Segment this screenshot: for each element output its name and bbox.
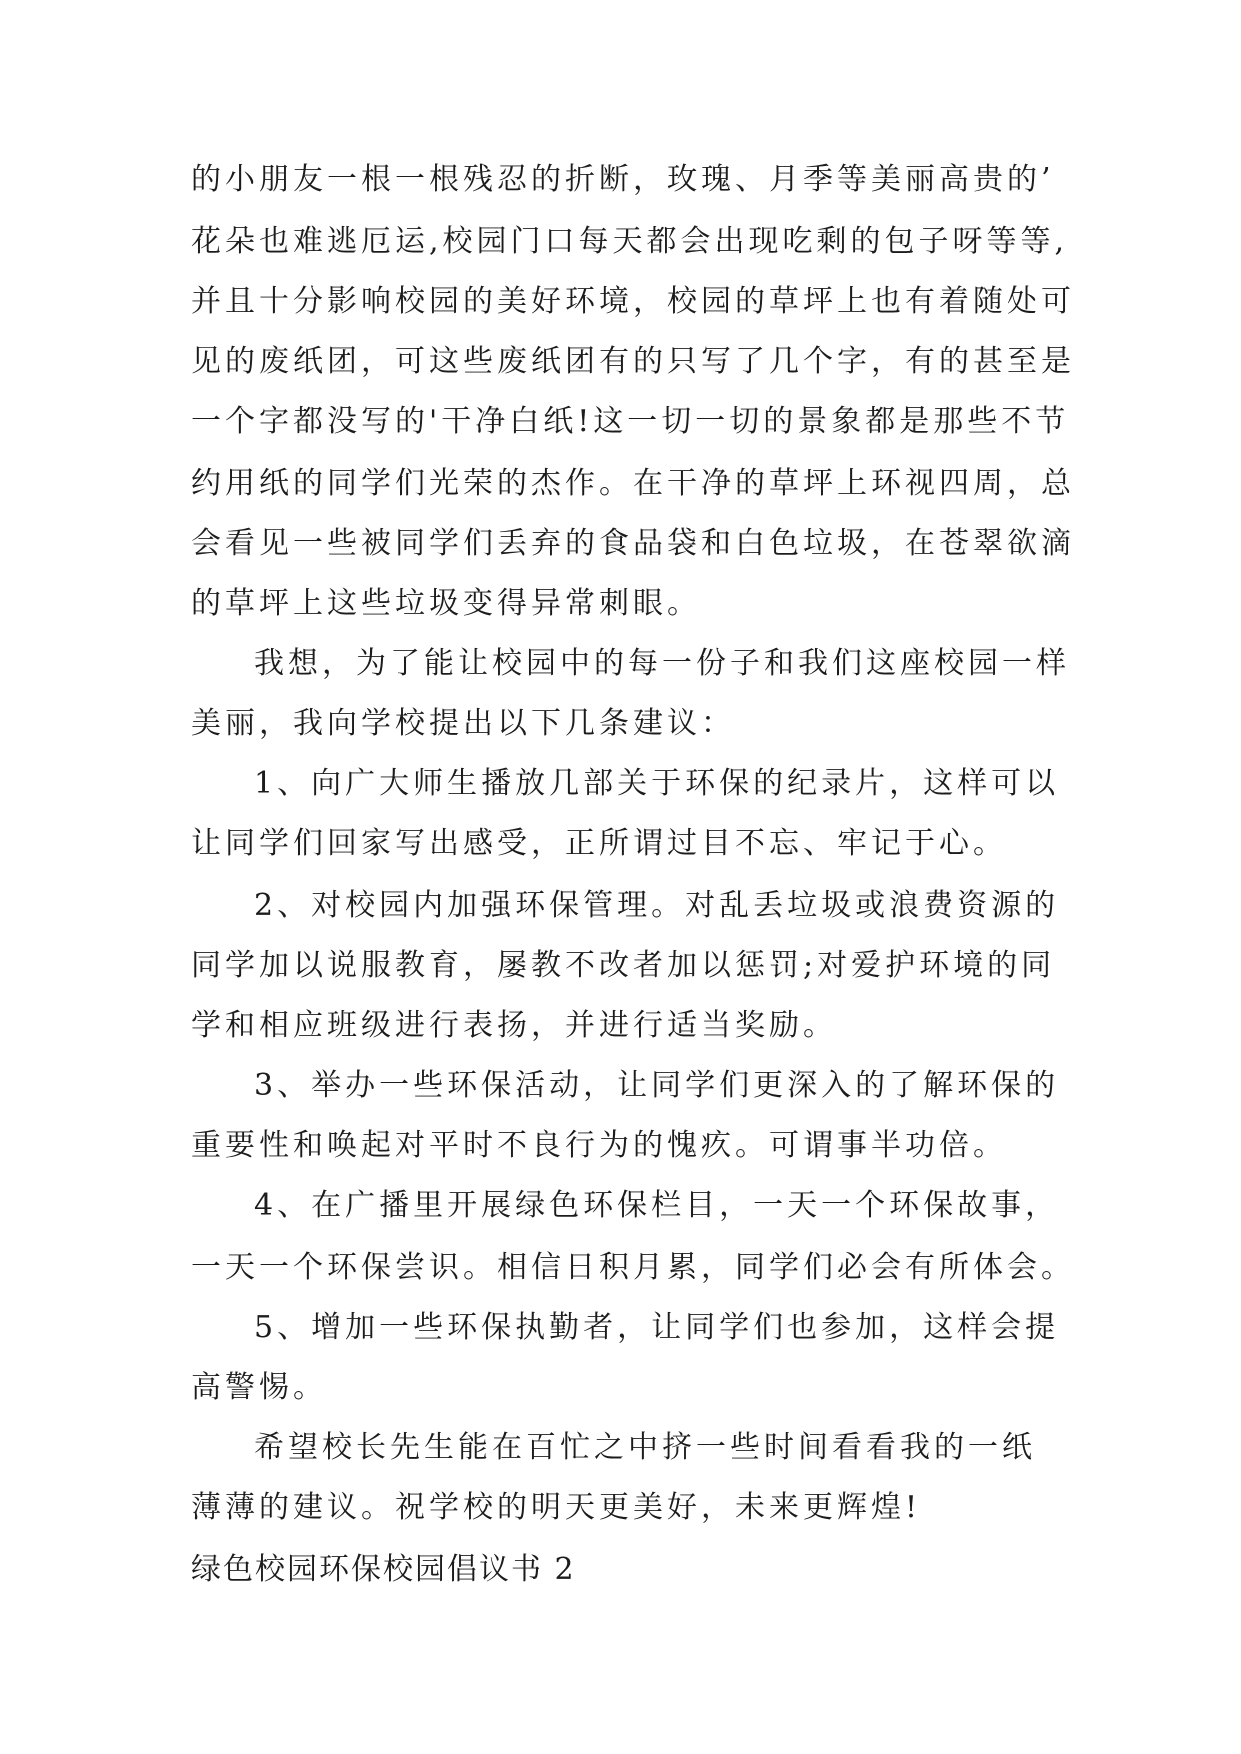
list-item-line: 同学加以说服教育，屡教不改者加以惩罚;对爱护环境的同 xyxy=(191,948,1056,983)
list-item-line: 2、对校园内加强环保管理。对乱丢垃圾或浪费资源的 xyxy=(254,888,1060,923)
paragraph-line: 并且十分影响校园的美好环境，校园的草坪上也有着随处可 xyxy=(191,284,1075,319)
paragraph-line: 约用纸的同学们光荣的杰作。在干净的草坪上环视四周，总 xyxy=(191,466,1075,501)
list-item-line: 4、在广播里开展绿色环保栏目，一天一个环保故事， xyxy=(254,1188,1060,1223)
list-item-line: 让同学们回家写出感受，正所谓过目不忘、牢记于心。 xyxy=(191,826,1007,861)
paragraph-line: 希望校长先生能在百忙之中挤一些时间看看我的一纸 xyxy=(254,1430,1036,1465)
list-item-line: 5、增加一些环保执勤者，让同学们也参加，这样会提 xyxy=(254,1310,1060,1345)
paragraph-line: 我想，为了能让校园中的每一份子和我们这座校园一样 xyxy=(254,646,1070,681)
list-item-line: 3、举办一些环保活动，让同学们更深入的了解环保的 xyxy=(254,1068,1060,1103)
paragraph-line: 薄薄的建议。祝学校的明天更美好，未来更辉煌! xyxy=(191,1490,922,1525)
list-item-line: 一天一个环保尝识。相信日积月累，同学们必会有所体会。 xyxy=(191,1250,1075,1285)
paragraph-line: 花朵也难逃厄运,校园门口每天都会出现吃剩的包子呀等等, xyxy=(191,224,1069,259)
paragraph-line: 美丽，我向学校提出以下几条建议： xyxy=(191,706,735,741)
paragraph-line: 会看见一些被同学们丢弃的食品袋和白色垃圾，在苍翠欲滴 xyxy=(191,526,1075,561)
paragraph-line: 一个字都没写的'干净白纸!这一切一切的景象都是那些不节 xyxy=(191,404,1070,439)
paragraph-line: 见的废纸团，可这些废纸团有的只写了几个字，有的甚至是 xyxy=(191,344,1075,379)
section-heading: 绿色校园环保校园倡议书 2 xyxy=(191,1552,576,1587)
list-item-line: 学和相应班级进行表扬，并进行适当奖励。 xyxy=(191,1008,837,1043)
paragraph-line: 的草坪上这些垃圾变得异常刺眼。 xyxy=(191,586,701,621)
paragraph-line: 的小朋友一根一根残忍的折断，玫瑰、月季等美丽高贵的’ xyxy=(191,162,1055,197)
list-item-line: 1、向广大师生播放几部关于环保的纪录片，这样可以 xyxy=(254,766,1060,801)
list-item-line: 重要性和唤起对平时不良行为的愧疚。可谓事半功倍。 xyxy=(191,1128,1007,1163)
list-item-line: 高警惕。 xyxy=(191,1370,327,1405)
